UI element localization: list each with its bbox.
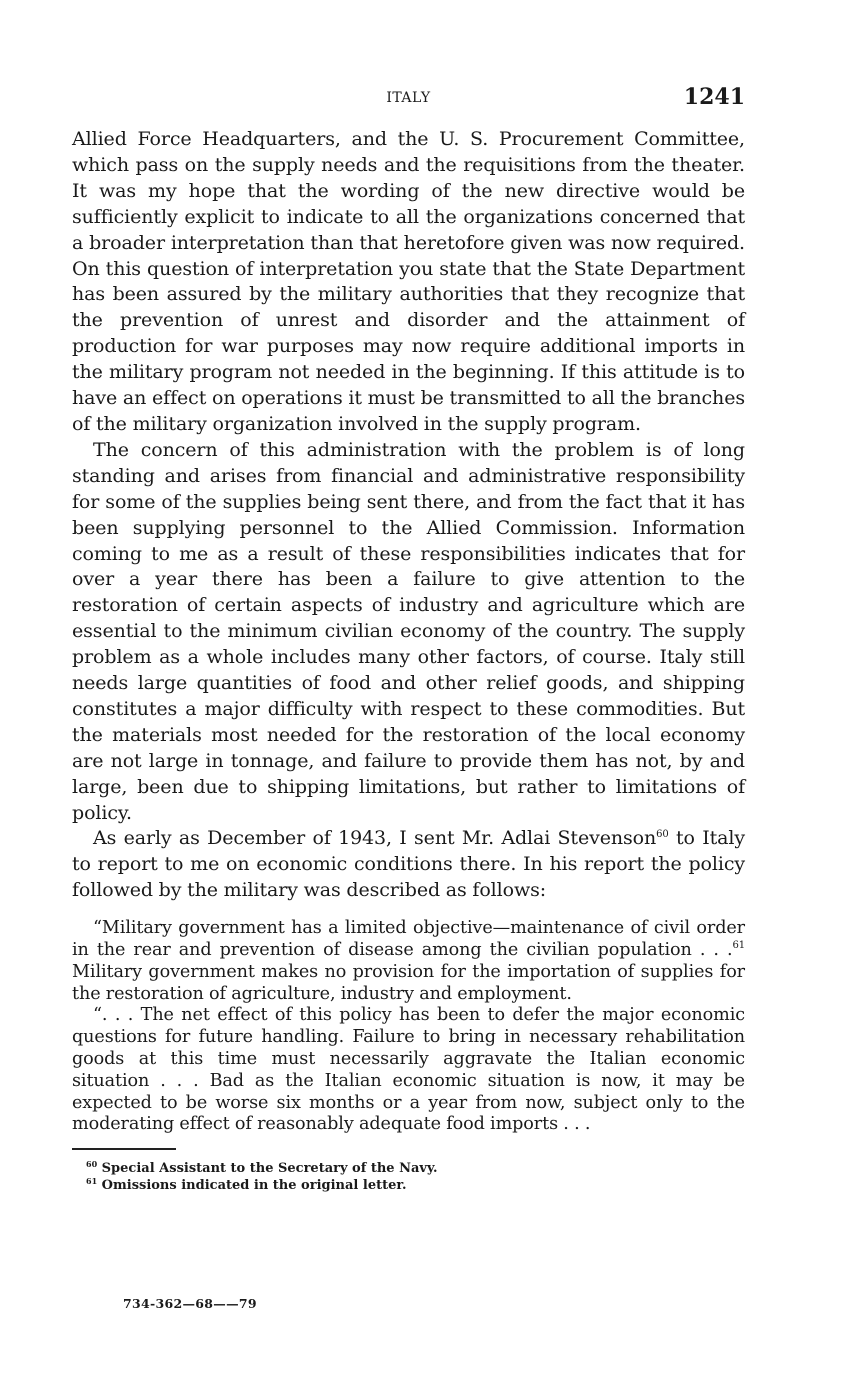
footnote-ref-60: 60 [656,829,669,841]
footnote-61 [72,1177,745,1194]
quote-1-text-b: Military government makes no provision for the importation of supplies for the restoration of agriculture, industry and employment. [72,961,745,1004]
page-header [72,84,745,112]
footnote-text: Omissions indicated in the original letter. [101,1178,407,1194]
quote-1-text-a: “Military government has a limited objective—maintenance of civil order in the rear and prevention of disease among the civilian population . . . [72,918,745,960]
paragraph-1: Allied Force Headquarters, and the U. S. Procurement Committee, which pass on the supply needs and the requisitions from the theater. It was my hope that the wording of the new directive would be sufficiently explicit to indicate to all the organizations concerned that a broader interpretation than that heretofore given was now required. On this question of interpretation you state that the State Department has been assured by the military authorities that they recognize that the prevention of unrest and disorder and the attainment of production for war purposes may now require additional imports in the military program not needed in the beginning. If this attitude is to have an effect on operations it must be transmitted to all the branches of the military organization involved in the supply program. [72,128,745,435]
quote-paragraph-1 [72,918,745,1005]
footnote-mark: 60 [86,1159,98,1170]
paragraph-3-text-b: to Italy to report to me on economic conditions there. In his report the policy followed by the military was described as follows: [72,827,745,902]
footnote-text: Special Assistant to the Secretary of the Navy. [101,1161,438,1177]
page-number: 1241 [683,84,745,110]
footnote-divider [72,1148,176,1150]
quote-paragraph-2: “. . . The net effect of this policy has been to defer the major economic questions for future handling. Failure to bring in necessary rehabilitation goods at this time must necessarily aggravate the Italian economic situation . . . Bad as the Italian economic situation is now, it may be expected to be worse six months or a year from now, subject only to the moderating effect of reasonably adequate food imports . . . [72,1005,745,1135]
footnote-ref-61: 61 [732,939,745,951]
paragraph-3 [72,826,745,904]
paragraph-2: The concern of this administration with the problem is of long standing and arises from financial and administrative responsibility for some of the supplies being sent there, and from the fact that it has been supplying personnel to the Allied Commission. Information coming to me as a result of these responsibilities indicates that for over a year there has been a failure to give attention to the restoration of certain aspects of industry and agriculture which are essential to the minimum civilian economy of the country. The supply problem as a whole includes many other factors, of course. Italy still needs large quantities of food and other relief goods, and shipping constitutes a major difficulty with respect to these commodities. But the materials most needed for the restoration of the local economy are not large in tonnage, and failure to provide them has not, by and large, been due to shipping limitations, but rather to limitations of policy. [72,438,745,824]
paragraph-3-text-a: As early as December of 1943, I sent Mr. Adlai Stevenson [93,827,657,850]
block-quote [72,918,745,1136]
footnote-60 [72,1160,745,1177]
body-text [72,127,745,1194]
footnotes [72,1160,745,1194]
running-head: ITALY [386,90,431,106]
footnote-mark: 61 [86,1176,98,1187]
printer-code: 734-362—68——79 [123,1296,257,1311]
